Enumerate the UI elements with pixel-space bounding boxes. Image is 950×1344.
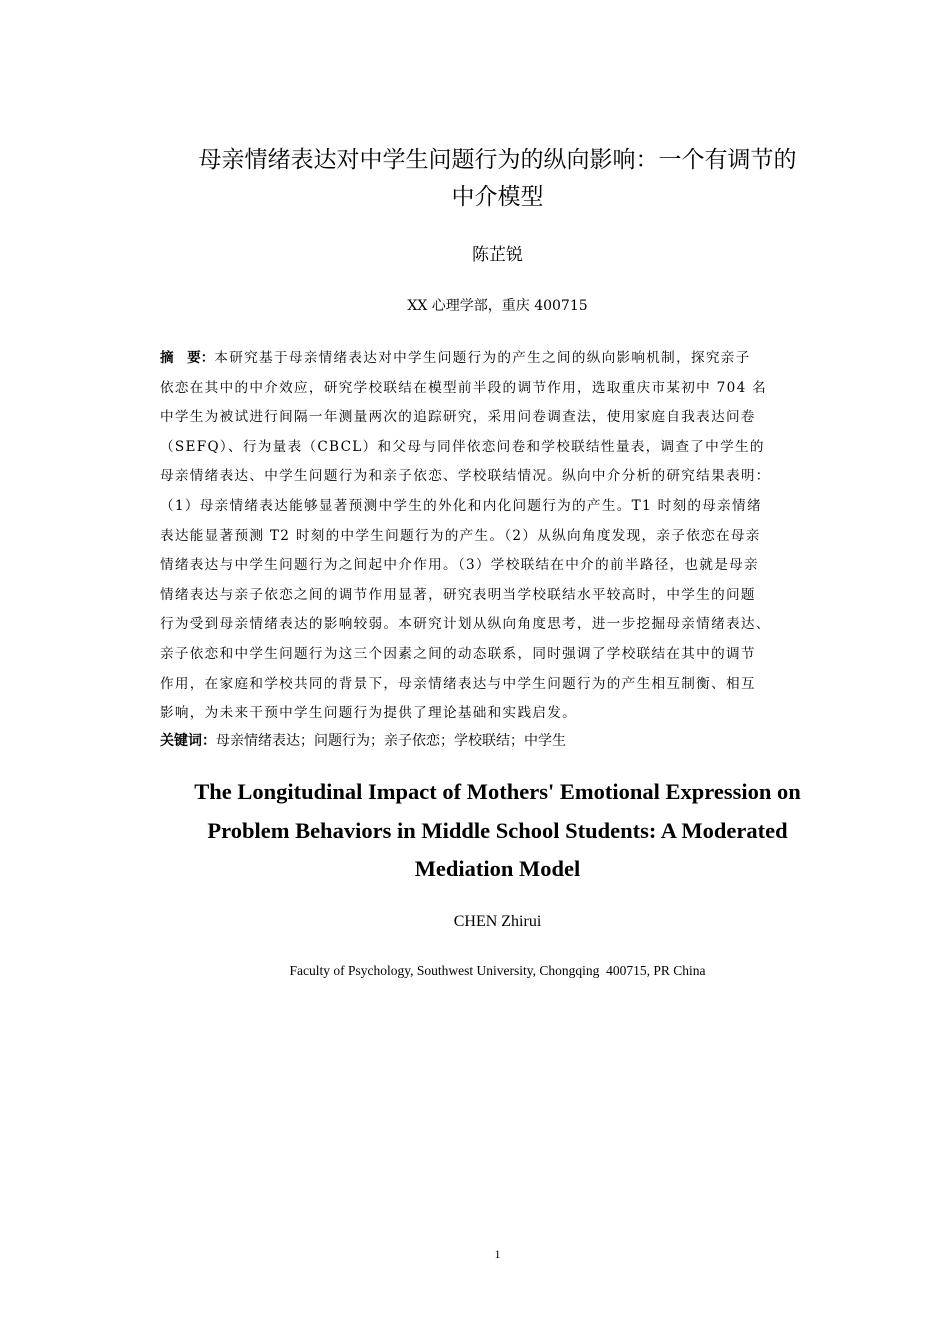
abstract-line: 情绪表达与亲子依恋之间的调节作用显著，研究表明当学校联结水平较高时，中学生的问题 [160, 586, 756, 603]
abstract-line: （SEFQ）、行为量表（CBCL）和父母与同伴依恋问卷和学校联结性量表，调查了中学生的 [160, 438, 765, 455]
english-affiliation: Faculty of Psychology, Southwest University, Chongqing 400715, PR China [289, 963, 706, 978]
chinese-author: 陈芷锐 [472, 245, 523, 265]
english-title [120, 773, 875, 889]
chinese-affiliation: XX 心理学部，重庆 400715 [407, 298, 588, 314]
english-title-line-3: Mediation Model [414, 856, 581, 881]
abstract-line: 影响，为未来干预中学生问题行为提供了理论基础和实践启发。 [160, 705, 578, 722]
abstract-line: （1）母亲情绪表达能够显著预测中学生的外化和内化问题行为的产生。T1 时刻的母亲情绪 [160, 497, 762, 514]
english-title-line-2: Problem Behaviors in Middle School Students: A Moderated [207, 817, 788, 843]
abstract-line: 作用，在家庭和学校共同的背景下，母亲情绪表达与中学生问题行为的产生相互制衡、相互 [160, 675, 756, 692]
chinese-title-line-2: 中介模型 [451, 184, 544, 210]
english-author: CHEN Zhirui [453, 913, 542, 930]
abstract-line: 中学生为被试进行间隔一年测量两次的追踪研究，采用问卷调查法，使用家庭自我表达问卷 [160, 409, 756, 426]
keywords-text: 母亲情绪表达；问题行为；亲子依恋；学校联结；中学生 [216, 733, 566, 749]
abstract-line: 母亲情绪表达、中学生问题行为和亲子依恋、学校联结情况。纵向中介分析的研究结果表明： [160, 468, 771, 485]
abstract-label: 摘 要： [160, 350, 215, 366]
chinese-keywords [160, 729, 842, 753]
abstract-line [160, 344, 842, 374]
abstract-line: 行为受到母亲情绪表达的影响较弱。本研究计划从纵向角度思考，进一步挖掘母亲情绪表达、 [160, 616, 771, 633]
chinese-title [120, 142, 875, 216]
english-title-line-1: The Longitudinal Impact of Mothers' Emotional Expression on [194, 779, 801, 804]
abstract-line-text: 本研究基于母亲情绪表达对中学生问题行为的产生之间的纵向影响机制，探究亲子 [214, 350, 751, 366]
chinese-title-line-1: 母亲情绪表达对中学生问题行为的纵向影响：一个有调节的 [198, 147, 797, 173]
abstract-line: 表达能显著预测 T2 时刻的中学生问题行为的产生。（2）从纵向角度发现，亲子依恋在母亲 [160, 527, 761, 544]
abstract-line: 依恋在其中的中介效应，研究学校联结在模型前半段的调节作用，选取重庆市某初中 704 名 [160, 379, 768, 396]
page-number: 1 [494, 1247, 501, 1261]
keywords-label: 关键词： [160, 733, 216, 749]
chinese-abstract [160, 344, 842, 729]
abstract-line: 情绪表达与中学生问题行为之间起中介作用。（3）学校联结在中介的前半路径，也就是母亲 [160, 557, 759, 574]
abstract-line: 亲子依恋和中学生问题行为这三个因素之间的动态联系，同时强调了学校联结在其中的调节 [160, 645, 756, 662]
